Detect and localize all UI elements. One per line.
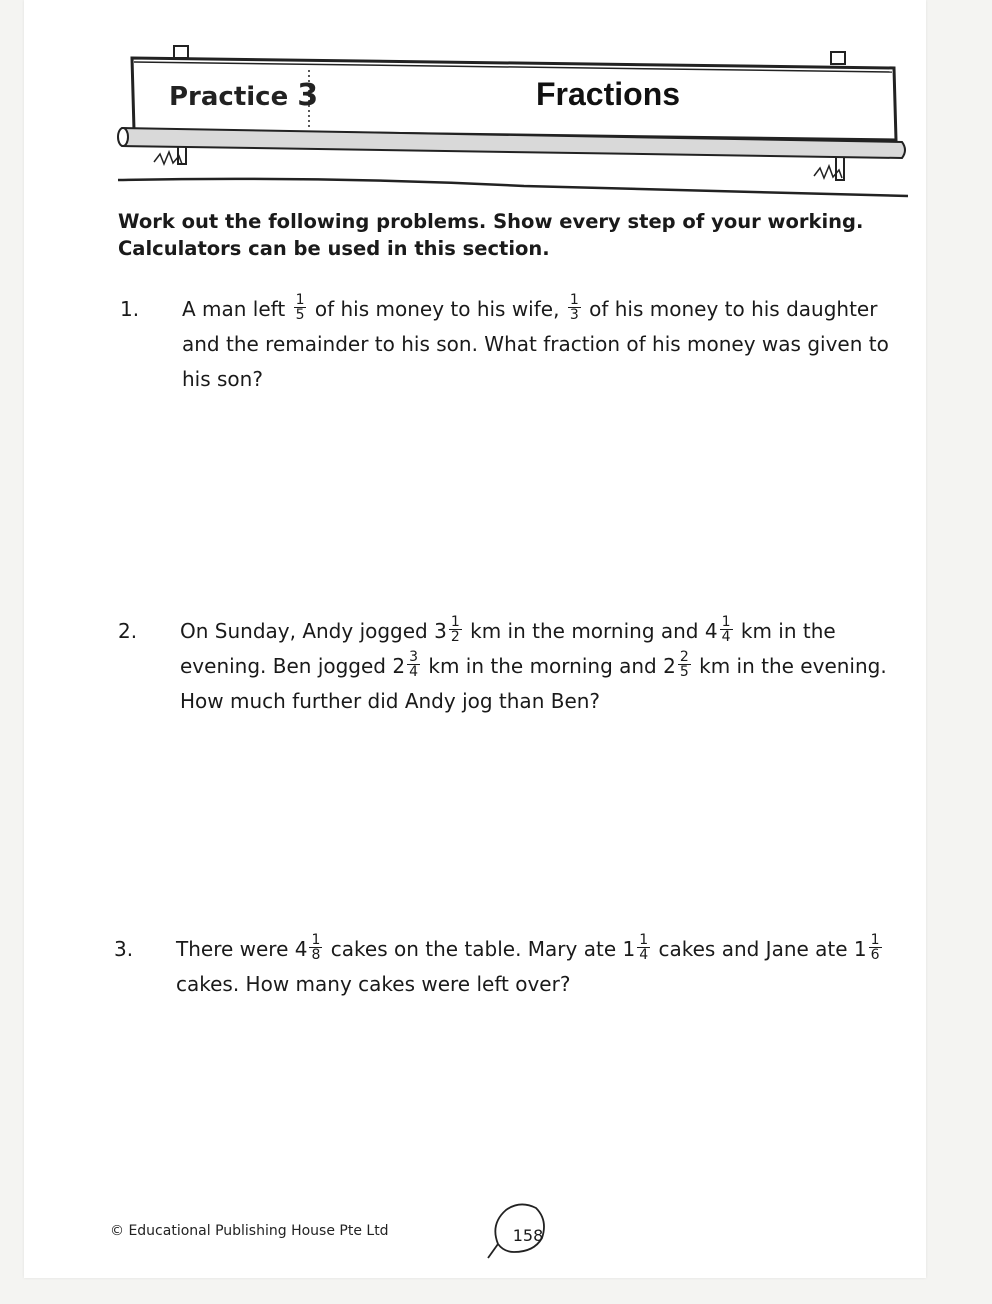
question-text: On Sunday, Andy jogged 3 $\frac{1}{2}$ km in the morning and 4 $\frac{1}{4}$ km in the evening. Ben jogged 2 $\frac{3}{4}$ km in the morning and 2 $\frac{2}{5}$ km in the evening. How much further did Andy jog than Ben? xyxy=(180,614,887,713)
question-number: 1. xyxy=(120,297,140,321)
copyright-footer: © Educational Publishing House Pte Ltd xyxy=(110,1223,389,1239)
page-title: Fractions xyxy=(536,76,681,112)
instructions-text: Work out the following problems. Show every step of your working. Calculators can be used in this section. xyxy=(118,210,864,260)
fraction: $\frac{3}{4}$ xyxy=(409,649,419,680)
fraction: $\frac{1}{4}$ xyxy=(639,932,649,963)
wooden-sign-banner xyxy=(24,0,926,210)
worksheet-page xyxy=(24,0,926,1278)
fraction: $\frac{1}{3}$ xyxy=(569,292,579,323)
question-text: There were 4 $\frac{1}{8}$ cakes on the table. Mary ate 1 $\frac{1}{4}$ cakes and Jane ate 1 $\frac{1}{6}$ cakes. How many cakes were left over? xyxy=(176,932,880,996)
fraction: $\frac{1}{4}$ xyxy=(721,614,731,645)
fraction: $\frac{1}{5}$ xyxy=(295,292,305,323)
question-text: A man left $\frac{1}{5}$ of his money to his wife, $\frac{1}{3}$ of his money to his daughter and the remainder to his son. What fraction of his money was given to his son? xyxy=(182,292,889,391)
question-number: 2. xyxy=(118,619,138,643)
fraction: $\frac{2}{5}$ xyxy=(679,649,689,680)
question-number: 3. xyxy=(114,937,134,961)
fraction: $\frac{1}{2}$ xyxy=(450,614,460,645)
fraction: $\frac{1}{8}$ xyxy=(311,932,321,963)
practice-badge-word: Practice xyxy=(169,82,289,112)
practice-badge-number: 3 xyxy=(297,78,319,113)
page-number: 158 xyxy=(512,1226,544,1245)
fraction: $\frac{1}{6}$ xyxy=(870,932,880,963)
practice-badge xyxy=(169,78,318,113)
